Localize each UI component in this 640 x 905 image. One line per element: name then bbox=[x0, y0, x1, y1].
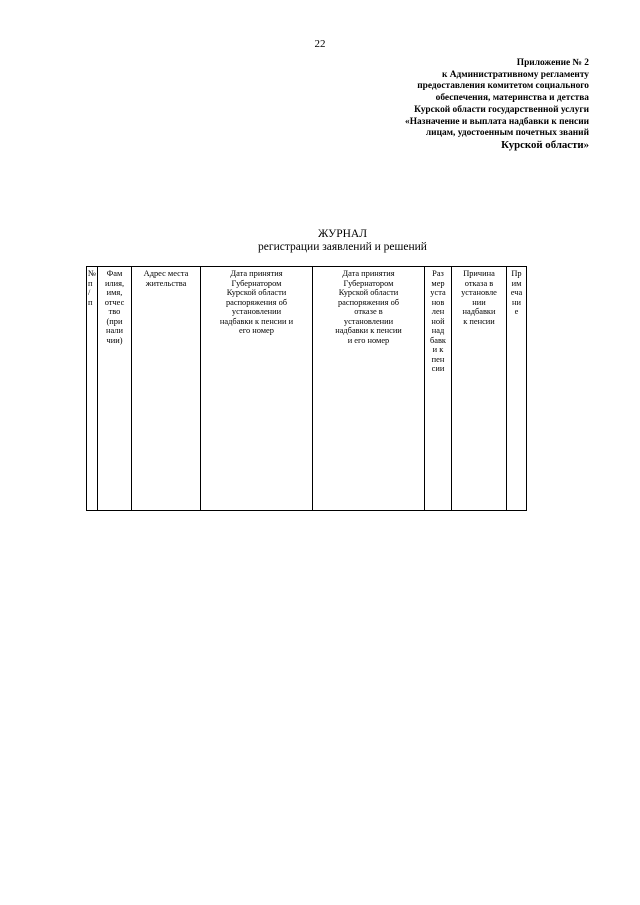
appendix-line: лицам, удостоенным почетных званий bbox=[425, 128, 589, 139]
appendix-line: Приложение № 2 bbox=[516, 58, 589, 68]
appendix-line: предоставления комитетом социального bbox=[417, 81, 589, 92]
header-cell-address: Адрес места жительства bbox=[132, 267, 201, 511]
title-main: ЖУРНАЛ bbox=[317, 228, 368, 240]
header-cell-refusal-date: Дата принятия Губернатором Курской области распоряжения об отказе в установлении надбавки к пенсии и его номер bbox=[313, 267, 425, 511]
appendix-line: «Назначение и выплата надбавки к пенсии bbox=[405, 116, 589, 127]
page-number: 22 bbox=[314, 38, 326, 50]
appendix-line: Курской области» bbox=[501, 138, 589, 151]
header-cell-name: Фам илия, имя, отчес тво (при нали чии) bbox=[98, 267, 132, 511]
header-cell-refusal-reason: Причина отказа в установле нии надбавки к пенсии bbox=[452, 267, 507, 511]
appendix-line: к Административному регламенту bbox=[441, 69, 589, 80]
header-cell-number: № п / п bbox=[87, 267, 98, 511]
header-cell-amount: Раз мер уста нов лен ной над бавк и к пен сии bbox=[425, 267, 452, 511]
journal-table bbox=[86, 266, 527, 511]
header-cell-note: Пр им еча ни е bbox=[507, 267, 527, 511]
table-header-row bbox=[87, 267, 527, 511]
appendix-line: обеспечения, материнства и детства bbox=[435, 93, 589, 104]
appendix-line: Курской области государственной услуги bbox=[414, 104, 589, 115]
title-sub: регистрации заявлений и решений bbox=[258, 241, 427, 253]
appendix-header bbox=[349, 58, 589, 152]
journal-title bbox=[0, 228, 640, 254]
header-cell-approval-date: Дата принятия Губернатором Курской области распоряжения об установлении надбавки к пенсии и его номер bbox=[201, 267, 313, 511]
